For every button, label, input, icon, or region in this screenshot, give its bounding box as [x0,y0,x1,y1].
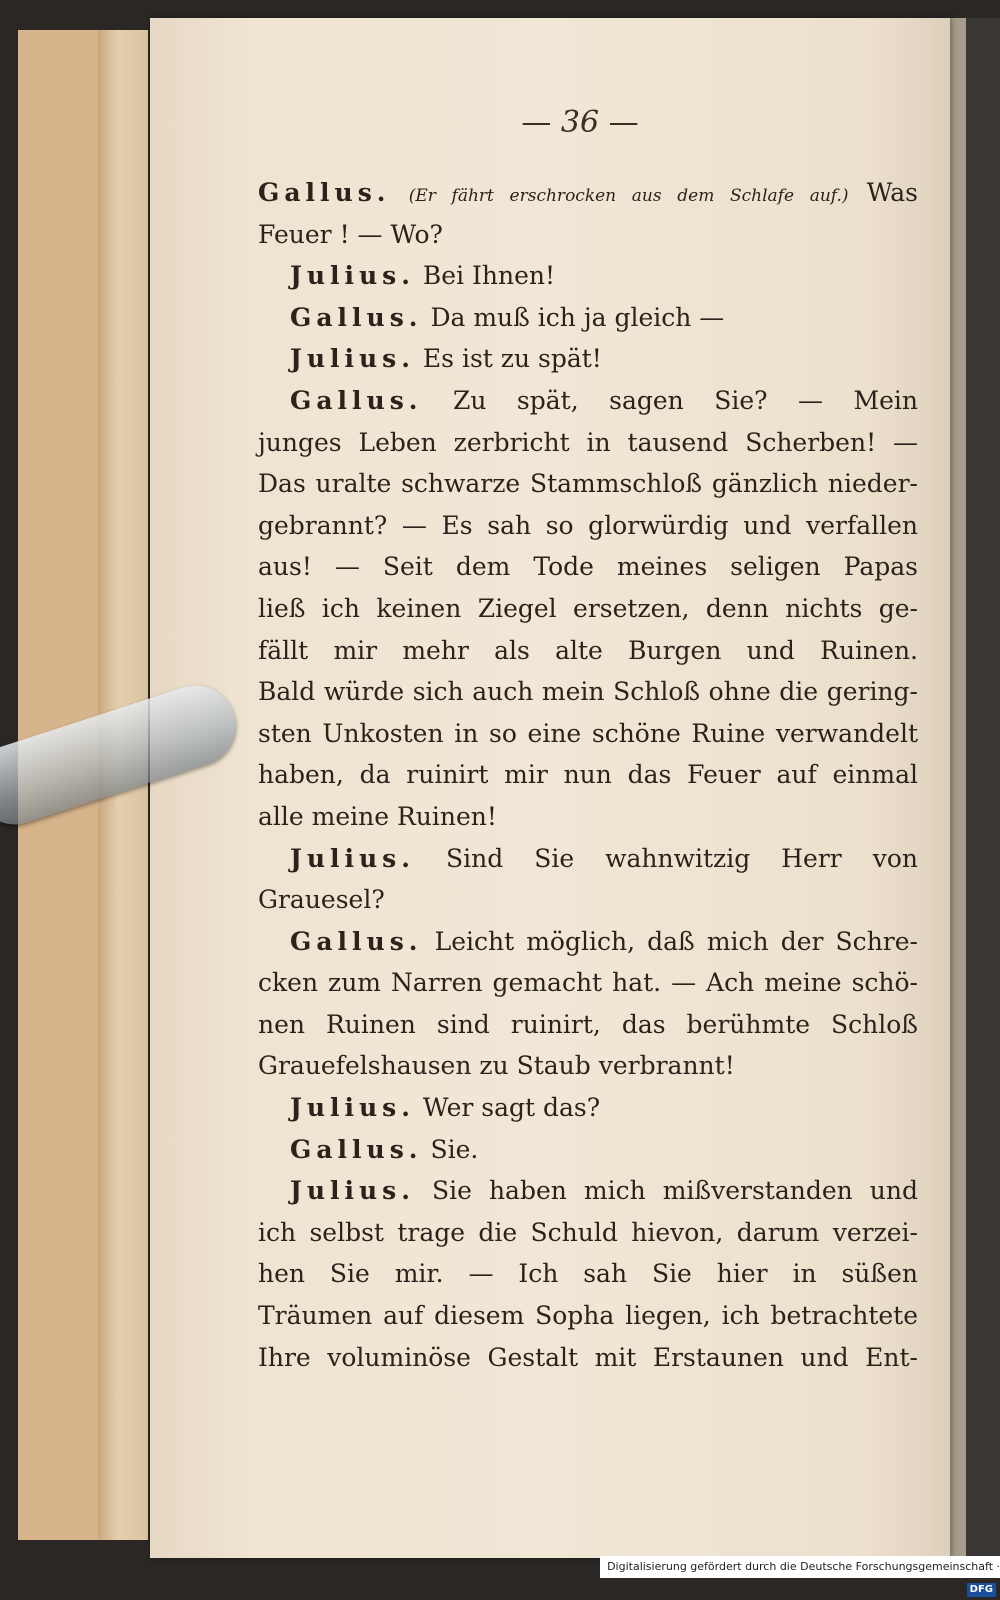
text-line [258,214,918,256]
text-line [258,1129,918,1171]
text-line [258,463,918,505]
speaker-name: Gallus. [290,302,423,332]
text-line [258,921,918,963]
text-line [258,1170,918,1212]
text-line [258,1295,918,1337]
line-text: Sie. [430,1134,479,1164]
line-text: Bei Ihnen! [422,261,556,291]
text-line [258,546,918,588]
line-text: Leicht möglich, daß mich der Schre- [434,926,918,956]
text-line [258,1337,918,1379]
text-line [258,297,918,339]
speaker-name: Julius. [290,1176,415,1206]
digitization-credit [600,1556,1000,1595]
text-line [258,588,918,630]
line-text: gebrannt? — Es sah so glorwürdig und verfallen [258,510,918,540]
line-text: Es ist zu spät! [422,344,602,374]
line-text: Sind Sie wahnwitzig Herr von [445,843,918,873]
line-text: Träumen auf diesem Sopha liegen, ich betrachtete [258,1301,918,1331]
text-line [258,630,918,672]
line-text: Das uralte schwarze Stammschloß gänzlich nieder- [258,469,918,499]
speaker-name: Julius. [290,843,415,873]
line-text: haben, da ruinirt mir nun das Feuer auf einmal [258,760,918,790]
line-text: sten Unkosten in so eine schöne Ruine verwandelt [258,718,918,748]
text-line [258,1212,918,1254]
line-text: fällt mir mehr als alte Burgen und Ruinen. [258,635,918,665]
line-text: junges Leben zerbricht in tausend Scherben! — [258,427,918,457]
line-text: Was [866,178,919,207]
text-line [258,1253,918,1295]
line-text: Bald würde sich auch mein Schloß ohne die gering- [258,677,918,707]
text-line [258,796,918,838]
speaker-name: Gallus. [290,385,423,415]
text-line [258,380,918,422]
line-text: Zu spät, sagen Sie? — Mein [452,385,918,415]
text-line [258,422,918,464]
line-text: Wer sagt das? [422,1093,601,1123]
line-text: Grauefelshausen zu Staub verbrannt! [258,1051,735,1081]
text-line [258,1004,918,1046]
text-line [258,338,918,380]
text-line [258,505,918,547]
speaker-name: Gallus. [290,1134,423,1164]
text-line [258,713,918,755]
speaker-name: Julius. [290,261,415,291]
line-text: Feuer ! — Wo? [258,219,443,249]
credit-text: Digitalisierung gefördert durch die Deutsche Forschungsgemeinschaft · [607,1560,1000,1573]
line-text: ließ ich keinen Ziegel ersetzen, denn nichts ge- [258,593,918,623]
speaker-name: Julius. [290,1093,415,1123]
text-line [258,1045,918,1087]
text-line [258,255,918,297]
speaker-name: Gallus. [290,926,423,956]
line-text: nen Ruinen sind ruinirt, das berühmte Schloß [258,1009,918,1039]
line-text: Grauesel? [258,885,385,915]
line-text: cken zum Narren gemacht hat. — Ach meine schö- [258,968,918,998]
text-line [258,754,918,796]
text-line [258,671,918,713]
stage-direction: (Er fährt erschrocken aus dem Schlafe auf.) [408,186,849,206]
line-text: aus! — Seit dem Tode meines seligen Papas [258,552,918,582]
text-line [258,1087,918,1129]
speaker-name: Julius. [290,344,415,374]
page-number: — 36 — [521,105,639,140]
dfg-logo: DFG [967,1583,996,1597]
line-text: ich selbst trage die Schuld hievon, darum verzei- [258,1217,918,1247]
line-text: Ihre voluminöse Gestalt mit Erstaunen und Ent- [258,1342,918,1372]
line-text: Da muß ich ja gleich — [430,302,725,332]
text-line [258,838,918,880]
text-line [258,172,918,214]
line-text: Sie haben mich mißverstanden und [432,1176,918,1206]
body-text [258,172,918,1378]
line-text: alle meine Ruinen! [258,801,497,831]
line-text: hen Sie mir. — Ich sah Sie hier in süßen [258,1259,918,1289]
text-line [258,879,918,921]
text-line [258,962,918,1004]
background-shadow [966,18,1000,1558]
speaker-name: Gallus. [258,178,391,207]
